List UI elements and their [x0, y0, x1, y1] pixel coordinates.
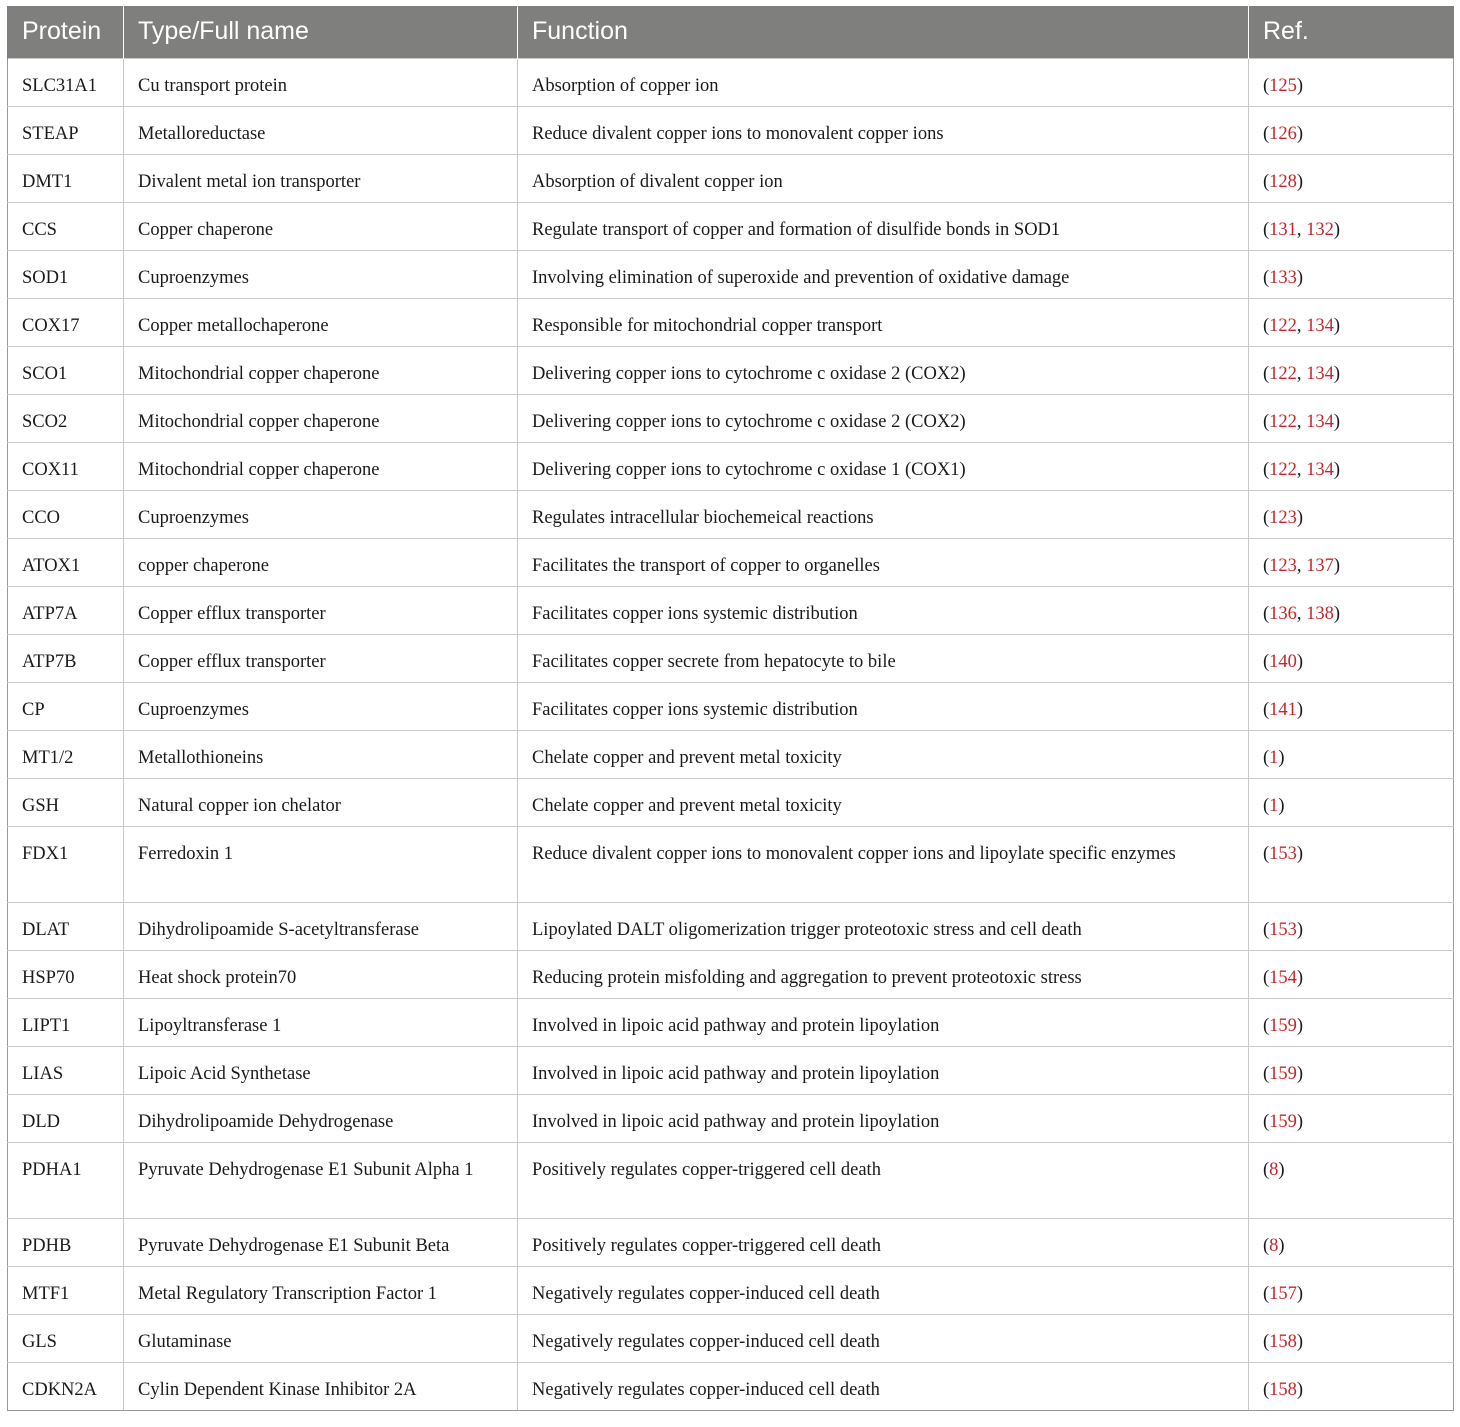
cell-protein — [8, 1314, 124, 1362]
cell-type — [124, 1142, 518, 1218]
cell-type-text: Lipoyltransferase 1 — [138, 1015, 282, 1036]
cell-type-text: Metal Regulatory Transcription Factor 1 — [138, 1283, 438, 1304]
table-row — [8, 826, 1454, 902]
cell-ref: (122, 134) — [1249, 442, 1454, 490]
cell-type-text: Pyruvate Dehydrogenase E1 Subunit Alpha 1 — [138, 1159, 474, 1180]
cell-type — [124, 1046, 518, 1094]
cell-protein-text: DLD — [22, 1111, 61, 1132]
cell-type-text: copper chaperone — [138, 555, 269, 576]
cell-protein — [8, 58, 124, 106]
cell-function-text: Reducing protein misfolding and aggregation to prevent proteotoxic stress — [532, 967, 1082, 988]
cell-protein-text: ATP7A — [22, 603, 78, 624]
header-ref: Ref. — [1249, 6, 1454, 58]
cell-function — [518, 490, 1249, 538]
cell-protein — [8, 1094, 124, 1142]
cell-protein — [8, 154, 124, 202]
cell-function — [518, 538, 1249, 586]
cell-type — [124, 682, 518, 730]
cell-type — [124, 902, 518, 950]
cell-protein-text: PDHB — [22, 1235, 72, 1256]
cell-ref: (123, 137) — [1249, 538, 1454, 586]
cell-type-text: Cylin Dependent Kinase Inhibitor 2A — [138, 1379, 417, 1400]
table-row — [8, 1314, 1454, 1362]
cell-type — [124, 250, 518, 298]
cell-function — [518, 1218, 1249, 1266]
cell-function-text: Delivering copper ions to cytochrome c oxidase 1 (COX1) — [532, 459, 966, 480]
cell-function-text: Regulates intracellular biochemeical reactions — [532, 507, 874, 528]
reference-link[interactable]: 125 — [1269, 75, 1297, 96]
table-row — [8, 394, 1454, 442]
table-row — [8, 950, 1454, 998]
cell-function — [518, 1046, 1249, 1094]
cell-protein-text: CCO — [22, 507, 61, 528]
cell-function — [518, 442, 1249, 490]
cell-protein — [8, 682, 124, 730]
cell-function — [518, 950, 1249, 998]
table-row — [8, 106, 1454, 154]
cell-function — [518, 106, 1249, 154]
cell-function-text: Involved in lipoic acid pathway and protein lipoylation — [532, 1015, 940, 1036]
cell-function — [518, 250, 1249, 298]
cell-protein — [8, 490, 124, 538]
cell-function-text: Involved in lipoic acid pathway and protein lipoylation — [532, 1063, 940, 1084]
cell-type — [124, 1362, 518, 1410]
cell-protein — [8, 250, 124, 298]
cell-type — [124, 730, 518, 778]
cell-function-text: Reduce divalent copper ions to monovalent copper ions and lipoylate specific enzymes — [532, 843, 1176, 864]
cell-ref: (158) — [1249, 1314, 1454, 1362]
table-row — [8, 682, 1454, 730]
protein-table — [7, 6, 1454, 1411]
cell-protein — [8, 1142, 124, 1218]
reference-link[interactable]: 123 — [1269, 555, 1297, 576]
table-row — [8, 586, 1454, 634]
cell-type-text: Cu transport protein — [138, 75, 288, 96]
cell-function-text: Facilitates copper secrete from hepatocyte to bile — [532, 651, 896, 672]
table-row — [8, 998, 1454, 1046]
cell-ref: (159) — [1249, 1094, 1454, 1142]
protein-table-container — [7, 6, 1453, 1411]
cell-protein-text: SOD1 — [22, 267, 69, 288]
cell-protein — [8, 1362, 124, 1410]
cell-ref: (128) — [1249, 154, 1454, 202]
cell-function-text: Facilitates copper ions systemic distribution — [532, 603, 858, 624]
cell-protein — [8, 998, 124, 1046]
cell-type — [124, 586, 518, 634]
cell-type — [124, 490, 518, 538]
cell-function-text: Absorption of divalent copper ion — [532, 171, 783, 192]
header-row — [8, 6, 1454, 58]
cell-protein-text: LIAS — [22, 1063, 64, 1084]
header-type-full-name: Type/Full name — [124, 6, 518, 58]
cell-type-text: Cuproenzymes — [138, 699, 249, 720]
reference-link[interactable]: 8 — [1269, 1159, 1279, 1180]
table-row — [8, 1142, 1454, 1218]
cell-protein-text: PDHA1 — [22, 1159, 82, 1180]
cell-type — [124, 346, 518, 394]
cell-ref: (153) — [1249, 826, 1454, 902]
cell-function-text: Chelate copper and prevent metal toxicity — [532, 795, 842, 816]
cell-ref: (122, 134) — [1249, 346, 1454, 394]
reference-link[interactable]: 128 — [1269, 171, 1297, 192]
cell-function-text: Chelate copper and prevent metal toxicity — [532, 747, 842, 768]
cell-function — [518, 902, 1249, 950]
cell-protein-text: SLC31A1 — [22, 75, 98, 96]
cell-type-text: Cuproenzymes — [138, 267, 249, 288]
reference-link[interactable]: 131 — [1269, 219, 1297, 240]
table-row — [8, 250, 1454, 298]
cell-type — [124, 1314, 518, 1362]
cell-function — [518, 1362, 1249, 1410]
cell-function — [518, 998, 1249, 1046]
reference-link[interactable]: 122 — [1269, 363, 1297, 384]
cell-type — [124, 1218, 518, 1266]
cell-ref: (159) — [1249, 998, 1454, 1046]
cell-function-text: Negatively regulates copper-induced cell death — [532, 1283, 880, 1304]
cell-type-text: Copper efflux transporter — [138, 603, 326, 624]
cell-type — [124, 202, 518, 250]
cell-type-text: Ferredoxin 1 — [138, 843, 234, 864]
cell-ref: (126) — [1249, 106, 1454, 154]
reference-link[interactable]: 141 — [1269, 699, 1297, 720]
table-body — [8, 58, 1454, 1410]
cell-function — [518, 730, 1249, 778]
cell-function — [518, 778, 1249, 826]
cell-protein-text: STEAP — [22, 123, 79, 144]
cell-protein-text: MTF1 — [22, 1283, 70, 1304]
cell-protein — [8, 442, 124, 490]
cell-ref: (125) — [1249, 58, 1454, 106]
cell-function — [518, 1142, 1249, 1218]
cell-type-text: Dihydrolipoamide S-acetyltransferase — [138, 919, 419, 940]
cell-protein-text: DMT1 — [22, 171, 73, 192]
cell-ref: (153) — [1249, 902, 1454, 950]
cell-function-text: Delivering copper ions to cytochrome c oxidase 2 (COX2) — [532, 363, 966, 384]
cell-protein-text: GSH — [22, 795, 60, 816]
reference-link[interactable]: 153 — [1269, 919, 1297, 940]
cell-function — [518, 298, 1249, 346]
cell-function-text: Regulate transport of copper and formation of disulfide bonds in SOD1 — [532, 219, 1061, 240]
table-row — [8, 1362, 1454, 1410]
cell-protein-text: COX17 — [22, 315, 80, 336]
cell-function-text: Responsible for mitochondrial copper transport — [532, 315, 883, 336]
table-row — [8, 346, 1454, 394]
cell-protein-text: CDKN2A — [22, 1379, 98, 1400]
cell-type-text: Natural copper ion chelator — [138, 795, 341, 816]
reference-link[interactable]: 159 — [1269, 1111, 1297, 1132]
table-row — [8, 1094, 1454, 1142]
cell-ref: (1) — [1249, 778, 1454, 826]
cell-protein-text: SCO2 — [22, 411, 68, 432]
reference-link[interactable]: 122 — [1269, 459, 1297, 480]
cell-protein-text: GLS — [22, 1331, 57, 1352]
cell-ref: (157) — [1249, 1266, 1454, 1314]
cell-function-text: Delivering copper ions to cytochrome c oxidase 2 (COX2) — [532, 411, 966, 432]
cell-function — [518, 634, 1249, 682]
cell-protein — [8, 298, 124, 346]
cell-type-text: Mitochondrial copper chaperone — [138, 459, 380, 480]
cell-protein-text: MT1/2 — [22, 747, 74, 768]
cell-function — [518, 826, 1249, 902]
cell-ref: (141) — [1249, 682, 1454, 730]
cell-ref: (8) — [1249, 1142, 1454, 1218]
cell-type-text: Dihydrolipoamide Dehydrogenase — [138, 1111, 394, 1132]
table-row — [8, 58, 1454, 106]
cell-protein — [8, 538, 124, 586]
cell-protein — [8, 1046, 124, 1094]
reference-link[interactable]: 159 — [1269, 1015, 1297, 1036]
cell-ref: (8) — [1249, 1218, 1454, 1266]
cell-type-text: Glutaminase — [138, 1331, 232, 1352]
reference-link[interactable]: 126 — [1269, 123, 1297, 144]
reference-link[interactable]: 134 — [1306, 411, 1334, 432]
cell-type — [124, 1266, 518, 1314]
table-row — [8, 1266, 1454, 1314]
cell-ref: (122, 134) — [1249, 298, 1454, 346]
table-row — [8, 538, 1454, 586]
cell-type-text: Divalent metal ion transporter — [138, 171, 361, 192]
cell-protein — [8, 1218, 124, 1266]
table-row — [8, 490, 1454, 538]
cell-protein — [8, 1266, 124, 1314]
cell-function — [518, 154, 1249, 202]
cell-function — [518, 1094, 1249, 1142]
reference-link[interactable]: 159 — [1269, 1063, 1297, 1084]
cell-function — [518, 58, 1249, 106]
reference-link[interactable]: 132 — [1306, 219, 1334, 240]
reference-link[interactable]: 153 — [1269, 843, 1297, 864]
reference-link[interactable]: 122 — [1269, 411, 1297, 432]
cell-protein — [8, 730, 124, 778]
cell-type — [124, 778, 518, 826]
reference-link[interactable]: 158 — [1269, 1331, 1297, 1352]
cell-function — [518, 1266, 1249, 1314]
cell-ref: (1) — [1249, 730, 1454, 778]
reference-link[interactable]: 140 — [1269, 651, 1297, 672]
table-row — [8, 202, 1454, 250]
cell-protein-text: SCO1 — [22, 363, 68, 384]
cell-function — [518, 586, 1249, 634]
cell-type — [124, 826, 518, 902]
cell-type-text: Lipoic Acid Synthetase — [138, 1063, 311, 1084]
table-row — [8, 1218, 1454, 1266]
cell-function-text: Negatively regulates copper-induced cell death — [532, 1331, 880, 1352]
cell-function-text: Negatively regulates copper-induced cell death — [532, 1379, 880, 1400]
cell-type-text: Copper chaperone — [138, 219, 274, 240]
cell-protein-text: CCS — [22, 219, 57, 240]
cell-protein — [8, 634, 124, 682]
cell-type — [124, 634, 518, 682]
table-row — [8, 1046, 1454, 1094]
cell-type-text: Pyruvate Dehydrogenase E1 Subunit Beta — [138, 1235, 450, 1256]
cell-type-text: Heat shock protein70 — [138, 967, 297, 988]
cell-type — [124, 106, 518, 154]
cell-protein — [8, 778, 124, 826]
cell-type — [124, 154, 518, 202]
reference-link[interactable]: 134 — [1306, 315, 1334, 336]
cell-type-text: Metalloreductase — [138, 123, 266, 144]
table-row — [8, 778, 1454, 826]
cell-type — [124, 394, 518, 442]
cell-function-text: Involved in lipoic acid pathway and protein lipoylation — [532, 1111, 940, 1132]
table-row — [8, 298, 1454, 346]
reference-link[interactable]: 134 — [1306, 459, 1334, 480]
reference-link[interactable]: 133 — [1269, 267, 1297, 288]
cell-function-text: Facilitates the transport of copper to organelles — [532, 555, 880, 576]
cell-protein — [8, 106, 124, 154]
cell-protein — [8, 394, 124, 442]
cell-function-text: Lipoylated DALT oligomerization trigger proteotoxic stress and cell death — [532, 919, 1082, 940]
table-row — [8, 154, 1454, 202]
cell-ref: (140) — [1249, 634, 1454, 682]
cell-protein-text: FDX1 — [22, 843, 69, 864]
reference-link[interactable]: 138 — [1306, 603, 1334, 624]
cell-type — [124, 442, 518, 490]
reference-link[interactable]: 157 — [1269, 1283, 1297, 1304]
reference-link[interactable]: 122 — [1269, 315, 1297, 336]
cell-ref: (136, 138) — [1249, 586, 1454, 634]
reference-link[interactable]: 123 — [1269, 507, 1297, 528]
cell-type — [124, 950, 518, 998]
cell-function-text: Positively regulates copper-triggered cell death — [532, 1159, 881, 1180]
cell-function — [518, 682, 1249, 730]
cell-function — [518, 202, 1249, 250]
cell-type-text: Copper metallochaperone — [138, 315, 329, 336]
cell-function-text: Involving elimination of superoxide and prevention of oxidative damage — [532, 267, 1070, 288]
cell-type-text: Cuproenzymes — [138, 507, 249, 528]
cell-protein — [8, 902, 124, 950]
cell-type — [124, 998, 518, 1046]
reference-link[interactable]: 136 — [1269, 603, 1297, 624]
cell-function — [518, 1314, 1249, 1362]
cell-type — [124, 1094, 518, 1142]
cell-ref: (154) — [1249, 950, 1454, 998]
reference-link[interactable]: 8 — [1269, 1235, 1279, 1256]
reference-link[interactable]: 1 — [1269, 795, 1279, 816]
cell-protein — [8, 346, 124, 394]
cell-type-text: Copper efflux transporter — [138, 651, 326, 672]
cell-protein-text: ATOX1 — [22, 555, 81, 576]
cell-type-text: Metallothioneins — [138, 747, 264, 768]
cell-ref: (159) — [1249, 1046, 1454, 1094]
cell-protein — [8, 826, 124, 902]
cell-type — [124, 58, 518, 106]
cell-protein-text: CP — [22, 699, 45, 720]
table-header — [8, 6, 1454, 58]
cell-ref: (122, 134) — [1249, 394, 1454, 442]
cell-protein-text: LIPT1 — [22, 1015, 71, 1036]
cell-type-text: Mitochondrial copper chaperone — [138, 363, 380, 384]
cell-function — [518, 394, 1249, 442]
cell-ref: (158) — [1249, 1362, 1454, 1410]
cell-function-text: Facilitates copper ions systemic distribution — [532, 699, 858, 720]
cell-function-text: Reduce divalent copper ions to monovalent copper ions — [532, 123, 944, 144]
cell-protein-text: ATP7B — [22, 651, 77, 672]
cell-function — [518, 346, 1249, 394]
header-protein: Protein — [8, 6, 124, 58]
cell-type-text: Mitochondrial copper chaperone — [138, 411, 380, 432]
cell-ref: (123) — [1249, 490, 1454, 538]
cell-type — [124, 538, 518, 586]
cell-protein — [8, 202, 124, 250]
cell-function-text: Absorption of copper ion — [532, 75, 719, 96]
table-row — [8, 634, 1454, 682]
cell-ref: (131, 132) — [1249, 202, 1454, 250]
cell-protein-text: COX11 — [22, 459, 79, 480]
cell-protein-text: HSP70 — [22, 967, 75, 988]
cell-protein-text: DLAT — [22, 919, 70, 940]
cell-function-text: Positively regulates copper-triggered cell death — [532, 1235, 881, 1256]
reference-link[interactable]: 134 — [1306, 363, 1334, 384]
cell-protein — [8, 586, 124, 634]
reference-link[interactable]: 154 — [1269, 967, 1297, 988]
table-row — [8, 442, 1454, 490]
cell-protein — [8, 950, 124, 998]
cell-ref: (133) — [1249, 250, 1454, 298]
header-function: Function — [518, 6, 1249, 58]
reference-link[interactable]: 137 — [1306, 555, 1334, 576]
reference-link[interactable]: 1 — [1269, 747, 1279, 768]
table-row — [8, 730, 1454, 778]
table-row — [8, 902, 1454, 950]
reference-link[interactable]: 158 — [1269, 1379, 1297, 1400]
cell-type — [124, 298, 518, 346]
